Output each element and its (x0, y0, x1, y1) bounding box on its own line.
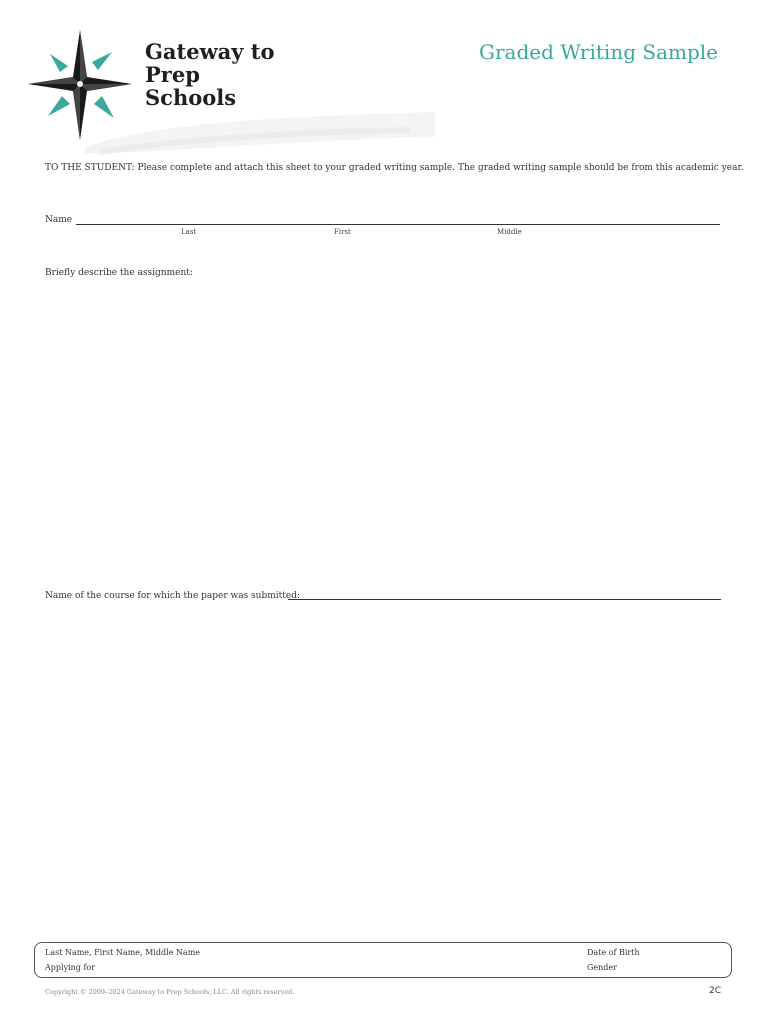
gateway-logo (20, 22, 440, 147)
course-field-row (45, 591, 721, 607)
name-label: Name (45, 215, 73, 225)
brand-line: Schools (145, 85, 237, 110)
course-name-label: Name of the course for which the paper was submitted: (45, 591, 300, 601)
first-name-sublabel: First (334, 228, 351, 236)
assignment-description-label: Briefly describe the assignment: (45, 268, 193, 278)
student-info-footer-box (34, 942, 732, 978)
course-name-input-line[interactable] (288, 599, 721, 600)
brand-line: Gateway to (145, 39, 275, 64)
gender-label: Gender (587, 963, 617, 972)
date-of-birth-label: Date of Birth (587, 948, 640, 957)
name-field-row (45, 214, 720, 244)
assignment-description-area[interactable] (45, 284, 721, 574)
brand-name (145, 40, 275, 109)
student-instructions: TO THE STUDENT: Please complete and attach this sheet to your graded writing sample. The graded writing sample should be from this academic year. (45, 163, 744, 173)
middle-name-sublabel: Middle (497, 228, 522, 236)
compass-rose-icon (24, 26, 136, 142)
brand-line: Prep (145, 62, 200, 87)
name-input-line[interactable] (76, 224, 720, 225)
page-code: 2C (708, 986, 721, 996)
last-name-sublabel: Last (181, 228, 197, 236)
form-title: Graded Writing Sample (479, 40, 718, 64)
full-name-label: Last Name, First Name, Middle Name (45, 948, 201, 957)
copyright-notice: Copyright © 2009–2024 Gateway to Prep Schools, LLC. All rights reserved. (45, 988, 295, 996)
applying-for-label: Applying for (45, 963, 96, 972)
